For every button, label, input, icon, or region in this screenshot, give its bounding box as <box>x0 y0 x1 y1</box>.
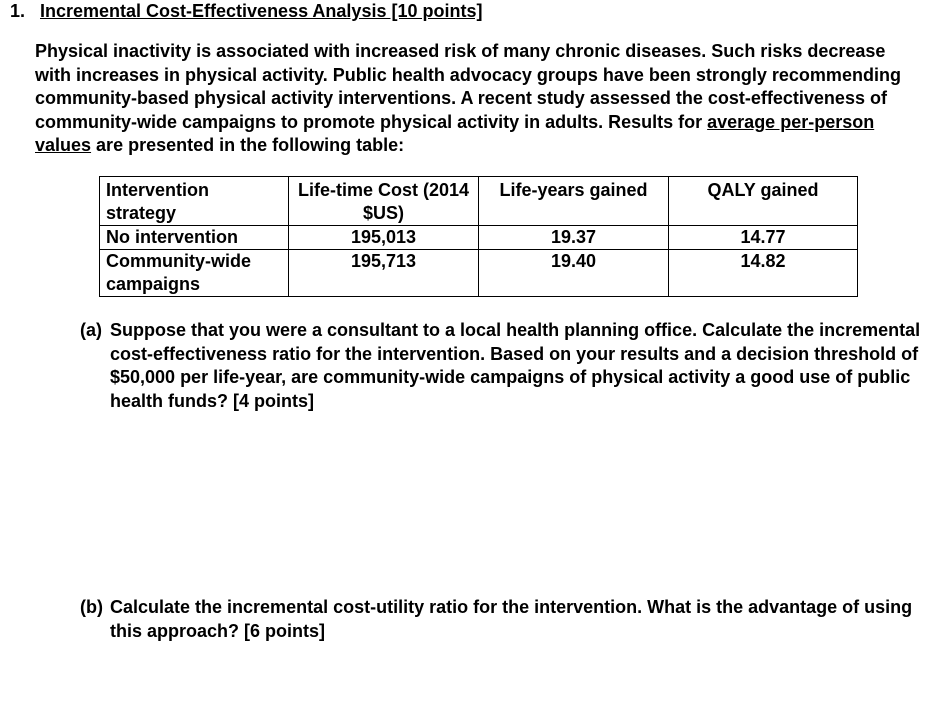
results-table <box>99 176 858 297</box>
cell-life-years: 19.37 <box>479 226 669 250</box>
part-b <box>80 596 925 643</box>
question-title: Incremental Cost-Effectiveness Analysis [10 points] <box>40 1 483 21</box>
cell-cost: 195,713 <box>289 250 479 297</box>
cell-qaly: 14.77 <box>669 226 858 250</box>
header-life-years-gained: Life-years gained <box>479 177 669 226</box>
part-a-label: (a) <box>80 320 102 340</box>
table-row <box>100 226 858 250</box>
question-heading <box>10 0 482 22</box>
intro-text: Physical inactivity is associated with increased risk of many chronic diseases. Such risks decrease with increases in physical activity. Public health advocacy groups have been strongly recommending community-based physical activity interventions. A recent study assessed the cost-effectiveness of community-wide campaigns to promote physical activity in adults. Results for <box>35 41 901 132</box>
cell-qaly: 14.82 <box>669 250 858 297</box>
question-number: 1. <box>10 1 26 21</box>
cell-strategy: No intervention <box>100 226 289 250</box>
cell-strategy: Community-wide campaigns <box>100 250 289 297</box>
cell-life-years: 19.40 <box>479 250 669 297</box>
table-header-row <box>100 177 858 226</box>
part-b-label: (b) <box>80 597 103 617</box>
intro-underlined-text: average per-person values <box>35 111 875 155</box>
part-a-text: Suppose that you were a consultant to a local health planning office. Calculate the incremental cost-effectiveness ratio for the intervention. Based on your results and a decision threshold of $50,000 per life-year, are community-wide campaigns of physical activity a good use of public health funds? [4 points] <box>110 320 921 411</box>
header-intervention-strategy: Intervention strategy <box>100 177 289 226</box>
intro-paragraph <box>35 40 915 158</box>
header-qaly-gained: QALY gained <box>669 177 858 226</box>
part-b-text: Calculate the incremental cost-utility ratio for the intervention. What is the advantage of using this approach? [6 points] <box>110 597 913 641</box>
part-a <box>80 319 925 413</box>
cell-cost: 195,013 <box>289 226 479 250</box>
table-row <box>100 250 858 297</box>
intro-text-end: are presented in the following table: <box>91 135 405 155</box>
header-lifetime-cost: Life-time Cost (2014 $US) <box>289 177 479 226</box>
